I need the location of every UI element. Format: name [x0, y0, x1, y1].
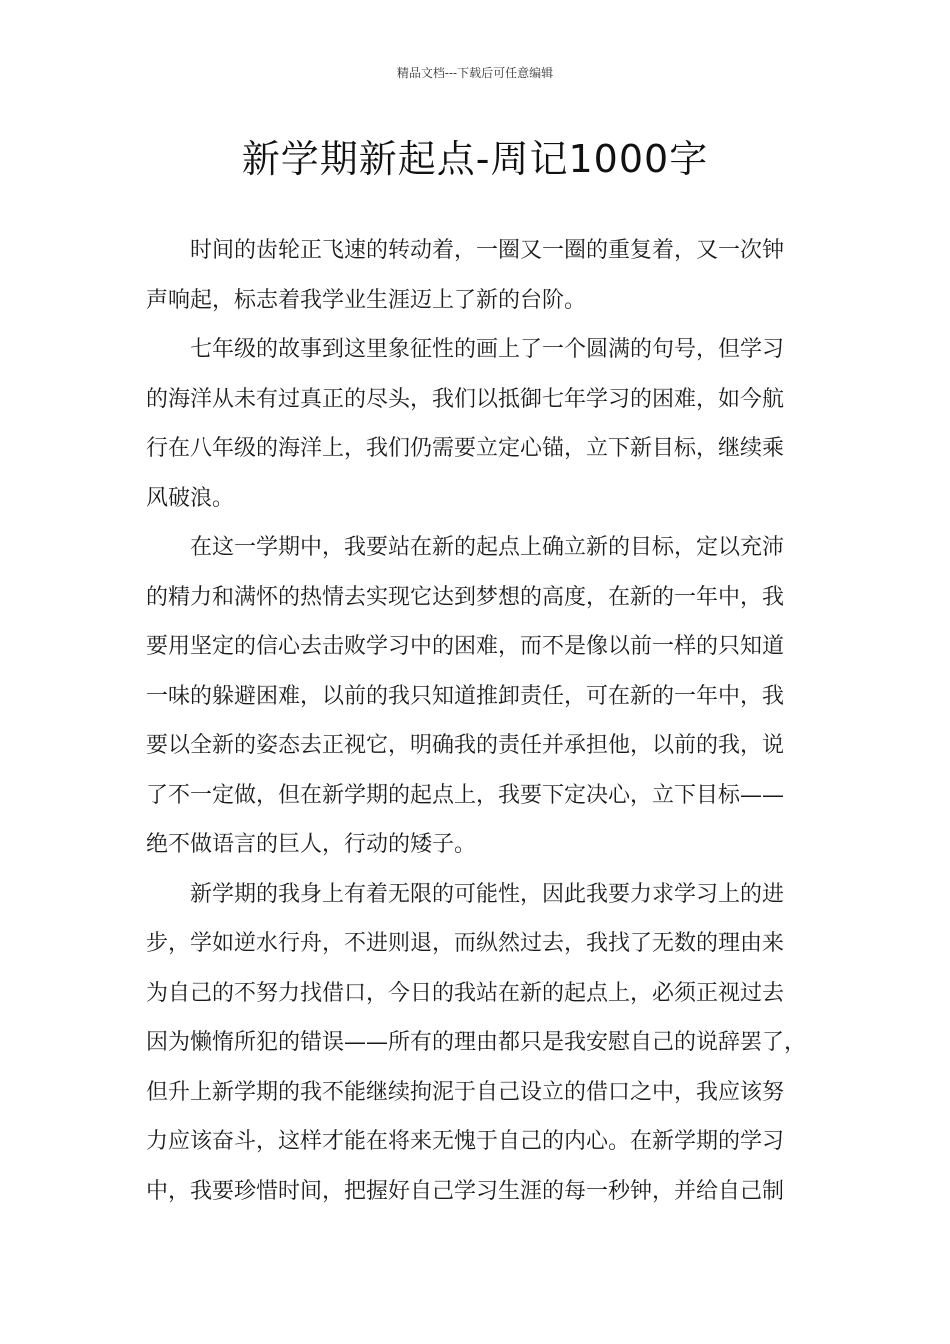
- text-line: 中，我要珍惜时间，把握好自己学习生涯的每一秒钟，并给自己制: [146, 1178, 785, 1204]
- text-line: 因为懒惰所犯的错误——所有的理由都只是我安慰自己的说辞罢了，: [146, 1030, 807, 1055]
- text-line: 行在八年级的海洋上，我们仍需要立定心锚，立下新目标，继续乘: [146, 436, 785, 461]
- text-line: 力应该奋斗，这样才能在将来无愧于自己的内心。在新学期的学习: [146, 1129, 785, 1154]
- text-line: 要用坚定的信心去击败学习中的困难，而不是像以前一样的只知道: [146, 634, 785, 659]
- text-line: 绝不做语言的巨人，行动的矮子。: [146, 832, 477, 857]
- text-line: 新学期的我身上有着无限的可能性，因此我要力求学习上的进: [190, 881, 785, 907]
- text-line: 的海洋从未有过真正的尽头，我们以抵御七年学习的困难，如今航: [146, 386, 785, 412]
- text-line: 步，学如逆水行舟，不进则退，而纵然过去，我找了无数的理由来: [146, 931, 785, 956]
- text-line: 但升上新学期的我不能继续拘泥于自己设立的借口之中，我应该努: [146, 1079, 785, 1105]
- text-line: 要以全新的姿态去正视它，明确我的责任并承担他，以前的我，说: [146, 733, 785, 758]
- text-line: 为自己的不努力找借口，今日的我站在新的起点上，必须正视过去: [146, 980, 785, 1006]
- header-note: 精品文档---下载后可任意编辑: [396, 66, 554, 80]
- text-line: 一味的躲避困难，以前的我只知道推卸责任，可在新的一年中，我: [146, 683, 785, 709]
- text-line: 在这一学期中，我要站在新的起点上确立新的目标，定以充沛: [190, 535, 785, 560]
- text-line: 声响起，标志着我学业生涯迈上了新的台阶。: [146, 287, 587, 313]
- body-text: [146, 226, 810, 1216]
- text-line: 风破浪。: [146, 485, 235, 511]
- text-line: 了不一定做，但在新学期的起点上，我要下定决心，立下目标——: [146, 782, 785, 808]
- page-title: 新学期新起点-周记1000字: [241, 137, 709, 181]
- text-line: 的精力和满怀的热情去实现它达到梦想的高度，在新的一年中，我: [146, 584, 785, 610]
- text-line: 时间的齿轮正飞速的转动着，一圈又一圈的重复着，又一次钟: [190, 238, 785, 263]
- text-line: 七年级的故事到这里象征性的画上了一个圆满的句号，但学习: [190, 337, 785, 362]
